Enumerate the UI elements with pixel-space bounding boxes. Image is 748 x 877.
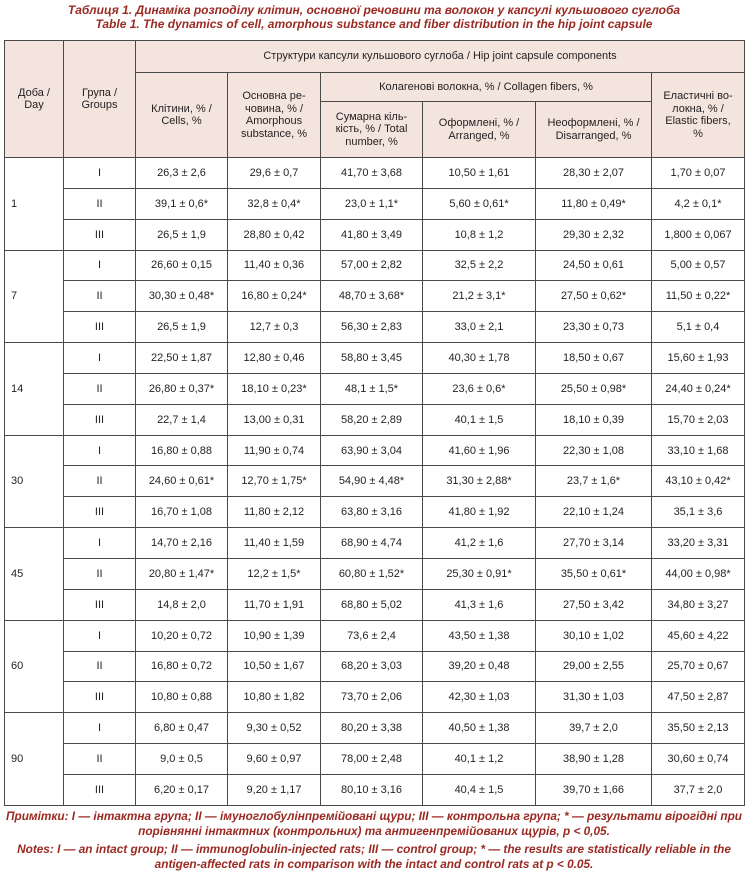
cells-value: 14,8 ± 2,0 (136, 589, 228, 620)
elastic-value: 45,60 ± 4,22 (652, 620, 745, 651)
collagen-arranged-value: 41,80 ± 1,92 (423, 497, 536, 528)
table-row (5, 558, 745, 589)
cells-value: 30,30 ± 0,48* (136, 281, 228, 312)
collagen-disarranged-value: 31,30 ± 1,03 (536, 682, 652, 713)
table-notes (6, 809, 742, 875)
collagen-total-value: 68,90 ± 4,74 (321, 528, 423, 559)
collagen-arranged-value: 33,0 ± 2,1 (423, 312, 536, 343)
collagen-total-value: 48,70 ± 3,68* (321, 281, 423, 312)
table-row (5, 744, 745, 775)
collagen-arranged-value: 39,20 ± 0,48 (423, 651, 536, 682)
cells-value: 24,60 ± 0,61* (136, 466, 228, 497)
collagen-total-value: 63,90 ± 3,04 (321, 435, 423, 466)
table-header (5, 41, 745, 158)
day-label: 7 (5, 250, 64, 343)
amorphous-value: 11,70 ± 1,91 (228, 589, 321, 620)
collagen-disarranged-value: 23,30 ± 0,73 (536, 312, 652, 343)
group-label: I (64, 435, 136, 466)
caption-uk: Таблиця 1. Динаміка розподілу клітин, основної речовини та волокон у капсулі кульшового суглоба (67, 3, 681, 17)
table-caption (0, 3, 748, 31)
elastic-value: 5,00 ± 0,57 (652, 250, 745, 281)
group-label: III (64, 404, 136, 435)
table-row (5, 589, 745, 620)
table-row (5, 281, 745, 312)
cells-value: 16,80 ± 0,72 (136, 651, 228, 682)
table-row (5, 620, 745, 651)
collagen-total-value: 68,80 ± 5,02 (321, 589, 423, 620)
table-row (5, 343, 745, 374)
cells-value: 26,5 ± 1,9 (136, 219, 228, 250)
elastic-value: 33,10 ± 1,68 (652, 435, 745, 466)
amorphous-value: 11,90 ± 0,74 (228, 435, 321, 466)
notes-uk: Примітки: I — інтактна група; II — імуноглобулінпремійовані щури; III — контрольна група; * — результати вірогідні при порівнянні інтактних (контрольних) та антигенпремійованих щурів, p < 0,05. (6, 809, 742, 838)
collagen-disarranged-value: 23,7 ± 1,6* (536, 466, 652, 497)
collagen-arranged-value: 40,1 ± 1,2 (423, 744, 536, 775)
elastic-value: 35,1 ± 3,6 (652, 497, 745, 528)
table-row (5, 497, 745, 528)
collagen-total-value: 73,70 ± 2,06 (321, 682, 423, 713)
collagen-disarranged-value: 18,50 ± 0,67 (536, 343, 652, 374)
amorphous-header: Основна ре- човина, % / Amorphous substance, % (228, 73, 321, 158)
amorphous-value: 16,80 ± 0,24* (228, 281, 321, 312)
caption-en: Table 1. The dynamics of cell, amorphous substance and fiber distribution in the hip joint capsule (95, 17, 653, 31)
collagen-disarranged-value: 24,50 ± 0,61 (536, 250, 652, 281)
collagen-total-header: Сумарна кіль- кість, % / Total number, % (321, 102, 423, 158)
day-label: 45 (5, 528, 64, 621)
collagen-total-value: 41,70 ± 3,68 (321, 158, 423, 189)
collagen-total-value: 57,00 ± 2,82 (321, 250, 423, 281)
amorphous-value: 10,50 ± 1,67 (228, 651, 321, 682)
collagen-arranged-value: 42,30 ± 1,03 (423, 682, 536, 713)
day-label: 1 (5, 158, 64, 251)
table-row (5, 219, 745, 250)
table-row (5, 435, 745, 466)
collagen-disarranged-value: 29,30 ± 2,32 (536, 219, 652, 250)
group-label: II (64, 466, 136, 497)
elastic-value: 5,1 ± 0,4 (652, 312, 745, 343)
table-row (5, 651, 745, 682)
collagen-arranged-value: 41,3 ± 1,6 (423, 589, 536, 620)
collagen-arranged-value: 41,2 ± 1,6 (423, 528, 536, 559)
day-label: 90 (5, 713, 64, 806)
cells-value: 6,80 ± 0,47 (136, 713, 228, 744)
amorphous-value: 9,60 ± 0,97 (228, 744, 321, 775)
cells-value: 22,50 ± 1,87 (136, 343, 228, 374)
elastic-value: 15,60 ± 1,93 (652, 343, 745, 374)
cells-value: 39,1 ± 0,6* (136, 188, 228, 219)
collagen-arranged-header: Оформлені, % / Arranged, % (423, 102, 536, 158)
collagen-disarranged-value: 39,7 ± 2,0 (536, 713, 652, 744)
collagen-total-value: 23,0 ± 1,1* (321, 188, 423, 219)
collagen-arranged-value: 10,8 ± 1,2 (423, 219, 536, 250)
groups-header: Група / Groups (64, 41, 136, 158)
collagen-disarranged-value: 11,80 ± 0,49* (536, 188, 652, 219)
table-row (5, 373, 745, 404)
table-body (5, 158, 745, 806)
group-label: III (64, 312, 136, 343)
cells-value: 20,80 ± 1,47* (136, 558, 228, 589)
collagen-arranged-value: 41,60 ± 1,96 (423, 435, 536, 466)
group-label: I (64, 620, 136, 651)
collagen-total-value: 60,80 ± 1,52* (321, 558, 423, 589)
collagen-arranged-value: 40,30 ± 1,78 (423, 343, 536, 374)
collagen-total-value: 58,80 ± 3,45 (321, 343, 423, 374)
collagen-arranged-value: 43,50 ± 1,38 (423, 620, 536, 651)
cells-value: 10,20 ± 0,72 (136, 620, 228, 651)
group-label: II (64, 188, 136, 219)
group-label: II (64, 373, 136, 404)
elastic-value: 30,60 ± 0,74 (652, 744, 745, 775)
amorphous-value: 10,80 ± 1,82 (228, 682, 321, 713)
collagen-disarranged-value: 22,10 ± 1,24 (536, 497, 652, 528)
amorphous-value: 13,00 ± 0,31 (228, 404, 321, 435)
cells-value: 26,5 ± 1,9 (136, 312, 228, 343)
collagen-total-value: 48,1 ± 1,5* (321, 373, 423, 404)
collagen-arranged-value: 10,50 ± 1,61 (423, 158, 536, 189)
collagen-arranged-value: 21,2 ± 3,1* (423, 281, 536, 312)
collagen-arranged-value: 23,6 ± 0,6* (423, 373, 536, 404)
collagen-total-value: 78,00 ± 2,48 (321, 744, 423, 775)
elastic-value: 43,10 ± 0,42* (652, 466, 745, 497)
amorphous-value: 11,80 ± 2,12 (228, 497, 321, 528)
group-label: I (64, 250, 136, 281)
collagen-disarranged-value: 25,50 ± 0,98* (536, 373, 652, 404)
collagen-header: Колагенові волокна, % / Collagen fibers, % (321, 73, 652, 102)
collagen-total-value: 68,20 ± 3,03 (321, 651, 423, 682)
collagen-arranged-value: 5,60 ± 0,61* (423, 188, 536, 219)
elastic-value: 1,70 ± 0,07 (652, 158, 745, 189)
elastic-value: 24,40 ± 0,24* (652, 373, 745, 404)
group-label: III (64, 219, 136, 250)
amorphous-value: 12,80 ± 0,46 (228, 343, 321, 374)
amorphous-value: 12,2 ± 1,5* (228, 558, 321, 589)
cells-value: 26,3 ± 2,6 (136, 158, 228, 189)
collagen-disarranged-value: 39,70 ± 1,66 (536, 774, 652, 805)
collagen-total-value: 63,80 ± 3,16 (321, 497, 423, 528)
cells-value: 16,70 ± 1,08 (136, 497, 228, 528)
group-label: III (64, 497, 136, 528)
cells-value: 14,70 ± 2,16 (136, 528, 228, 559)
collagen-total-value: 56,30 ± 2,83 (321, 312, 423, 343)
amorphous-value: 28,80 ± 0,42 (228, 219, 321, 250)
group-label: II (64, 558, 136, 589)
amorphous-value: 9,30 ± 0,52 (228, 713, 321, 744)
elastic-value: 47,50 ± 2,87 (652, 682, 745, 713)
cells-value: 16,80 ± 0,88 (136, 435, 228, 466)
amorphous-value: 18,10 ± 0,23* (228, 373, 321, 404)
cells-value: 26,80 ± 0,37* (136, 373, 228, 404)
elastic-value: 35,50 ± 2,13 (652, 713, 745, 744)
collagen-total-value: 80,20 ± 3,38 (321, 713, 423, 744)
collagen-arranged-value: 40,50 ± 1,38 (423, 713, 536, 744)
notes-en: Notes: I — an intact group; II — immunoglobulin-injected rats; III — control group; * — the results are statistically reliable in the antigen-affected rats in comparison with the intact and control rats at p < 0.05. (17, 842, 731, 871)
amorphous-value: 9,20 ± 1,17 (228, 774, 321, 805)
collagen-disarranged-value: 27,50 ± 3,42 (536, 589, 652, 620)
cells-value: 22,7 ± 1,4 (136, 404, 228, 435)
amorphous-value: 29,6 ± 0,7 (228, 158, 321, 189)
collagen-arranged-value: 40,1 ± 1,5 (423, 404, 536, 435)
collagen-arranged-value: 25,30 ± 0,91* (423, 558, 536, 589)
collagen-disarranged-value: 22,30 ± 1,08 (536, 435, 652, 466)
elastic-value: 33,20 ± 3,31 (652, 528, 745, 559)
elastic-value: 25,70 ± 0,67 (652, 651, 745, 682)
elastic-value: 1,800 ± 0,067 (652, 219, 745, 250)
table-row (5, 774, 745, 805)
table-row (5, 158, 745, 189)
collagen-disarranged-value: 18,10 ± 0,39 (536, 404, 652, 435)
collagen-total-value: 54,90 ± 4,48* (321, 466, 423, 497)
cells-value: 26,60 ± 0,15 (136, 250, 228, 281)
amorphous-value: 11,40 ± 1,59 (228, 528, 321, 559)
elastic-value: 4,2 ± 0,1* (652, 188, 745, 219)
group-label: II (64, 651, 136, 682)
cells-value: 6,20 ± 0,17 (136, 774, 228, 805)
group-label: III (64, 774, 136, 805)
cells-value: 10,80 ± 0,88 (136, 682, 228, 713)
day-label: 30 (5, 435, 64, 528)
table-row (5, 404, 745, 435)
collagen-total-value: 58,20 ± 2,89 (321, 404, 423, 435)
collagen-disarranged-value: 29,00 ± 2,55 (536, 651, 652, 682)
collagen-disarranged-value: 30,10 ± 1,02 (536, 620, 652, 651)
components-header: Структури капсули кульшового суглоба / Hip joint capsule components (136, 41, 745, 73)
collagen-total-value: 73,6 ± 2,4 (321, 620, 423, 651)
collagen-disarranged-value: 35,50 ± 0,61* (536, 558, 652, 589)
group-label: I (64, 713, 136, 744)
collagen-arranged-value: 40,4 ± 1,5 (423, 774, 536, 805)
table-row (5, 682, 745, 713)
collagen-disarranged-value: 27,70 ± 3,14 (536, 528, 652, 559)
collagen-arranged-value: 32,5 ± 2,2 (423, 250, 536, 281)
day-label: 14 (5, 343, 64, 436)
collagen-disarranged-value: 28,30 ± 2,07 (536, 158, 652, 189)
collagen-disarranged-header: Неоформлені, % / Disarranged, % (536, 102, 652, 158)
group-label: III (64, 682, 136, 713)
table-row (5, 312, 745, 343)
cells-value: 9,0 ± 0,5 (136, 744, 228, 775)
day-header: Доба / Day (5, 41, 64, 158)
elastic-value: 44,00 ± 0,98* (652, 558, 745, 589)
elastic-value: 11,50 ± 0,22* (652, 281, 745, 312)
collagen-arranged-value: 31,30 ± 2,88* (423, 466, 536, 497)
group-label: II (64, 744, 136, 775)
table-row (5, 250, 745, 281)
elastic-header: Еластичні во- локна, % / Elastic fibers, % (652, 73, 745, 158)
collagen-total-value: 41,80 ± 3,49 (321, 219, 423, 250)
group-label: I (64, 528, 136, 559)
group-label: II (64, 281, 136, 312)
elastic-value: 15,70 ± 2,03 (652, 404, 745, 435)
amorphous-value: 12,70 ± 1,75* (228, 466, 321, 497)
amorphous-value: 32,8 ± 0,4* (228, 188, 321, 219)
table-row (5, 713, 745, 744)
elastic-value: 37,7 ± 2,0 (652, 774, 745, 805)
collagen-disarranged-value: 38,90 ± 1,28 (536, 744, 652, 775)
header-row (5, 41, 745, 73)
group-label: I (64, 343, 136, 374)
group-label: III (64, 589, 136, 620)
table-row (5, 188, 745, 219)
collagen-disarranged-value: 27,50 ± 0,62* (536, 281, 652, 312)
collagen-total-value: 80,10 ± 3,16 (321, 774, 423, 805)
amorphous-value: 10,90 ± 1,39 (228, 620, 321, 651)
data-table (4, 40, 745, 806)
amorphous-value: 12,7 ± 0,3 (228, 312, 321, 343)
table-row (5, 466, 745, 497)
cells-header: Клітини, % / Cells, % (136, 73, 228, 158)
amorphous-value: 11,40 ± 0,36 (228, 250, 321, 281)
group-label: I (64, 158, 136, 189)
day-label: 60 (5, 620, 64, 713)
elastic-value: 34,80 ± 3,27 (652, 589, 745, 620)
table-row (5, 528, 745, 559)
